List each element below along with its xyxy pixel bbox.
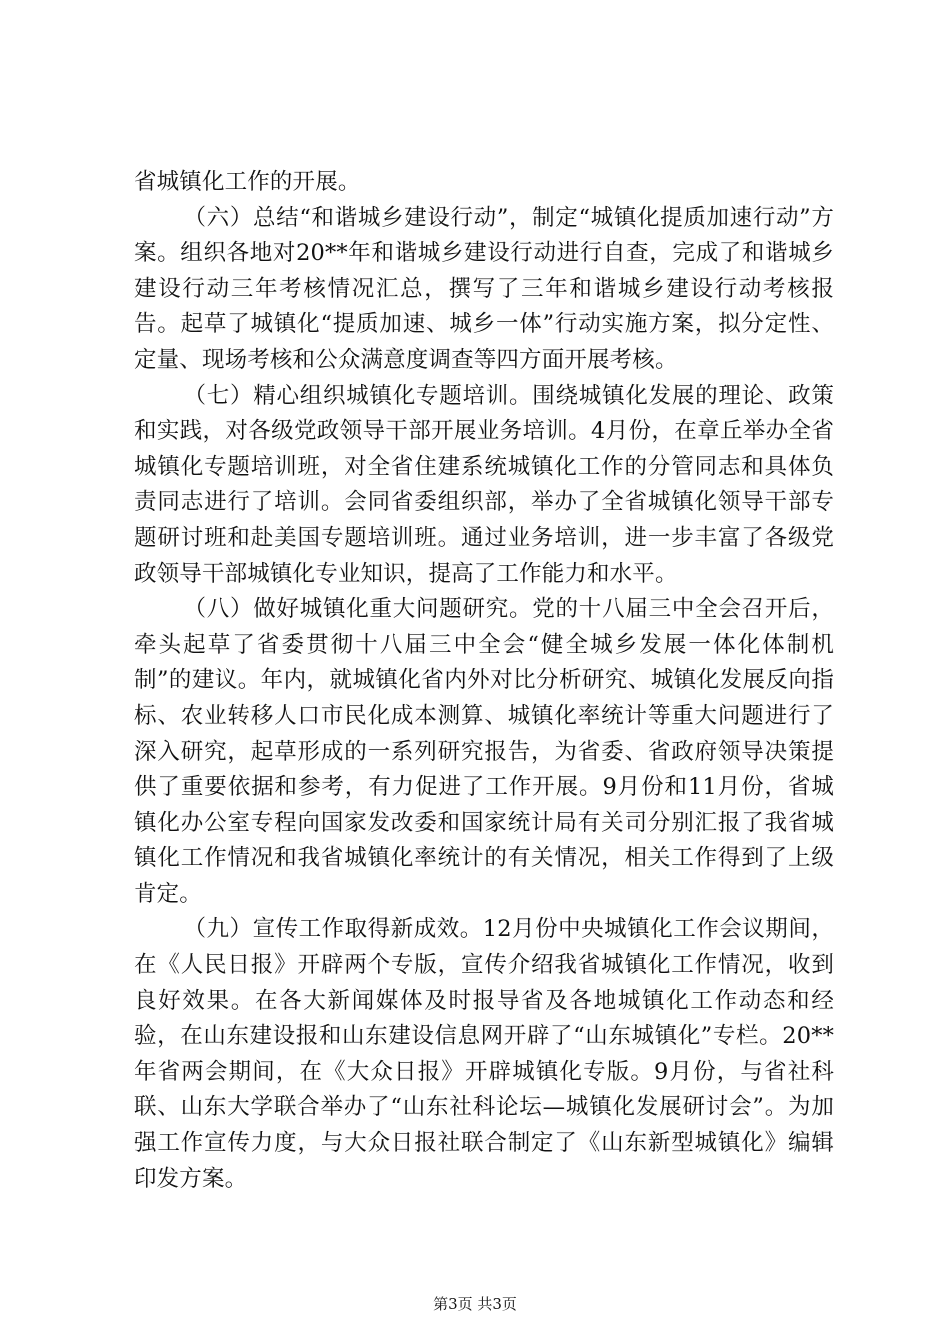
paragraph-continuation: 省城镇化工作的开展。 — [134, 169, 361, 195]
paragraph-section-9: （九）宣传工作取得新成效。12月份中央城镇化工作会议期间，在《人民日报》开辟两个专版，宣传介绍我省城镇化工作情况，收到良好效果。在各大新闻媒体及时报导省及各地城镇化工作动态和经验，在山东建设报和山东建设信息网开辟了“山东城镇化”专栏。20**年省两会期间，在《大众日报》开辟城镇化专版。9月份，与省社科联、山东大学联合举办了“山东社科论坛—城镇化发展研讨会”。为加强工作宣传力度，与大众日报社联合制定了《山东新型城镇化》编辑印发方案。 — [134, 916, 834, 1192]
document-body — [134, 165, 834, 1197]
paragraph-section-6: （六）总结“和谐城乡建设行动”，制定“城镇化提质加速行动”方案。组织各地对20**年和谐城乡建设行动进行自查，完成了和谐城乡建设行动三年考核情况汇总，撰写了三年和谐城乡建设行动考核报告。起草了城镇化“提质加速、城乡一体”行动实施方案，拟分定性、定量、现场考核和公众满意度调查等四方面开展考核。 — [134, 204, 834, 373]
page-footer: 第3页 共3页 — [433, 1295, 517, 1313]
paragraph-section-8: （八）做好城镇化重大问题研究。党的十八届三中全会召开后，牵头起草了省委贯彻十八届三中全会“健全城乡发展一体化体制机制”的建议。年内，就城镇化省内外对比分析研究、城镇化发展反向指标、农业转移人口市民化成本测算、城镇化率统计等重大问题进行了深入研究，起草形成的一系列研究报告，为省委、省政府领导决策提供了重要依据和参考，有力促进了工作开展。9月份和11月份，省城镇化办公室专程向国家发改委和国家统计局有关司分别汇报了我省城镇化工作情况和我省城镇化率统计的有关情况，相关工作得到了上级肯定。 — [134, 596, 834, 907]
paragraph-section-7: （七）精心组织城镇化专题培训。围绕城镇化发展的理论、政策和实践，对各级党政领导干部开展业务培训。4月份，在章丘举办全省城镇化专题培训班，对全省住建系统城镇化工作的分管同志和具体负责同志进行了培训。会同省委组织部，举办了全省城镇化领导干部专题研讨班和赴美国专题培训班。通过业务培训，进一步丰富了各级党政领导干部城镇化专业知识，提高了工作能力和水平。 — [134, 382, 834, 587]
